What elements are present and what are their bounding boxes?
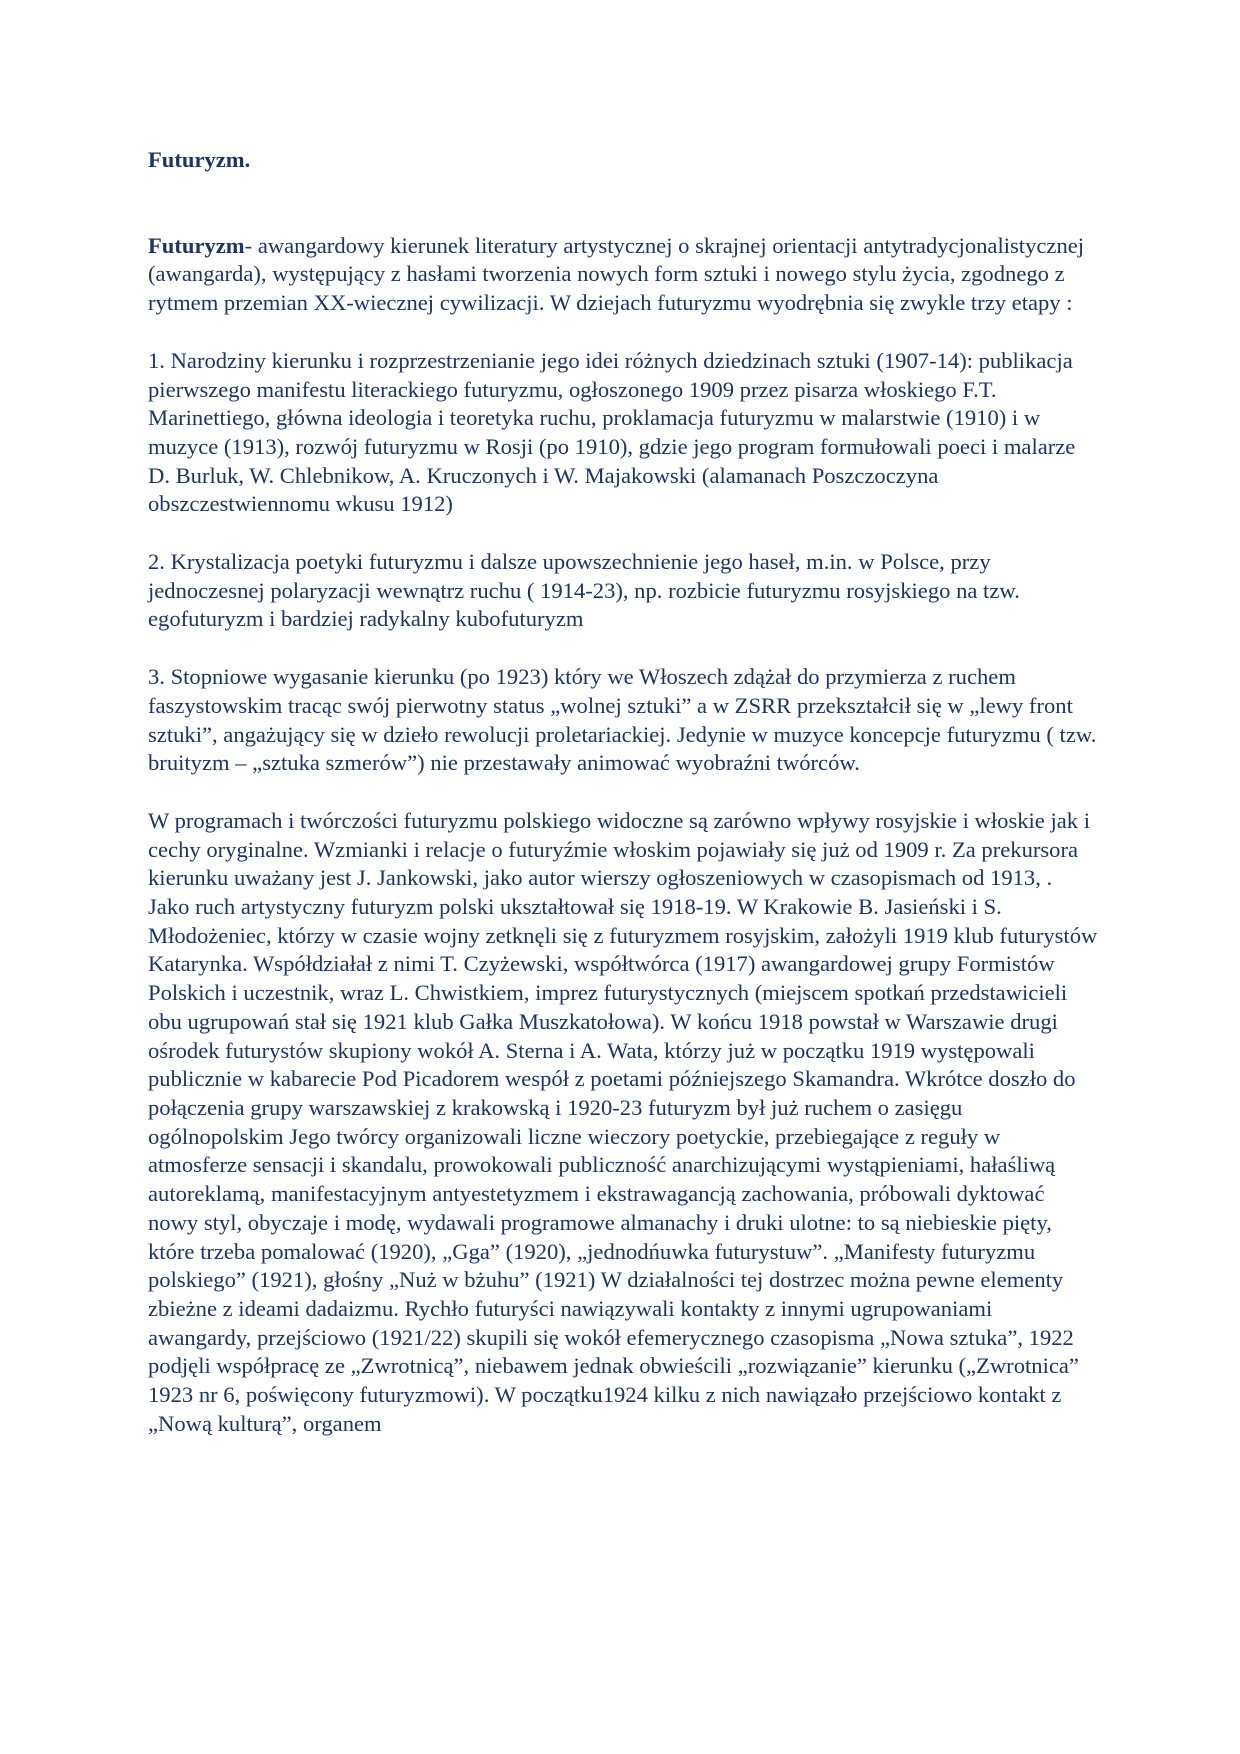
spacer [148,175,1098,232]
document-page [148,146,1098,1438]
stage-3-paragraph: 3. Stopniowe wygasanie kierunku (po 1923) który we Włoszech zdążał do przymierza z ruchem faszystowskim tracąc swój pierwotny status „wolnej sztuki” a w ZSRR przekształcił się w „lewy front sztuki”, angażujący się w dzieło rewolucji proletariackiej. Jedynie w muzyce koncepcje futuryzmu ( tzw. bruityzm – „sztuka szmerów”) nie przestawały animować wyobraźni twórców. [148,664,1097,776]
spacer [148,519,1098,548]
intro-paragraph [148,232,1098,318]
document-title: Futuryzm. [148,147,251,172]
intro-term: Futuryzm [148,232,245,258]
stage-2-paragraph: 2. Krystalizacja poetyki futuryzmu i dalsze upowszechnienie jego haseł, m.in. w Polsce, przy jednoczesnej polaryzacji wewnątrz ruchu ( 1914-23), np. rozbicie futuryzmu rosyjskiego na tzw. egofuturyzm i bardziej radykalny kubofuturyzm [148,549,1020,632]
intro-text: - awangardowy kierunek literatury artystycznej o skrajnej orientacji antytradycjonalistycznej (awangarda), występujący z hasłami tworzenia nowych form sztuki i nowego stylu życia, zgodnego z rytmem przemian XX-wiecznej cywilizacji. W dziejach futuryzmu wyodrębnia się zwykle trzy etapy : [148,232,1085,316]
spacer [148,634,1098,663]
stage-1-paragraph: 1. Narodziny kierunku i rozprzestrzenianie jego idei różnych dziedzinach sztuki (1907-14): publikacja pierwszego manifestu literackiego futuryzmu, ogłoszonego 1909 przez pisarza włoskiego F.T. Marinettiego, główna ideologia i teoretyka ruchu, proklamacja futuryzmu w malarstwie (1910) i w muzyce (1913), rozwój futuryzmu w Rosji (po 1910), gdzie jego program formułowali poeci i malarze D. Burluk, W. Chlebnikow, A. Kruczonych i W. Majakowski (alamanach Poszczoczyna obszczestwiennomu wkusu 1912) [148,347,1076,517]
spacer [148,318,1098,347]
spacer [148,778,1098,807]
polish-futurism-paragraph: W programach i twórczości futuryzmu polskiego widoczne są zarówno wpływy rosyjskie i włoskie jak i cechy oryginalne. Wzmianki i relacje o futuryźmie włoskim pojawiały się już od 1909 r. Za prekursora kierunku uważany jest J. Jankowski, jako autor wierszy ogłoszeniowych w czasopismach od 1913, . Jako ruch artystyczny futuryzm polski ukształtował się 1918-19. W Krakowie B. Jasieński i S. Młodożeniec, którzy w czasie wojny zetknęli się z futuryzmem rosyjskim, założyli 1919 klub futurystów Katarynka. Współdziałał z nimi T. Czyżewski, współtwórca (1917) awangardowej grupy Formistów Polskich i uczestnik, wraz L. Chwistkiem, imprez futurystycznych (miejscem spotkań przedstawicieli obu ugrupowań stał się 1921 klub Gałka Muszkatołowa). W końcu 1918 powstał w Warszawie drugi ośrodek futurystów skupiony wokół A. Sterna i A. Wata, którzy już w początku 1919 występowali publicznie w kabarecie Pod Picadorem wespół z poetami późniejszego Skamandra. Wkrótce doszło do połączenia grupy warszawskiej z krakowską i 1920-23 futuryzm był już ruchem o zasięgu ogólnopolskim Jego twórcy organizowali liczne wieczory poetyckie, przebiegające z reguły w atmosferze sensacji i skandalu, prowokowali publiczność anarchizującymi wystąpieniami, hałaśliwą autoreklamą, manifestacyjnym antyestetyzmem i ekstrawagancją zachowania, próbowali dyktować nowy styl, obyczaje i modę, wydawali programowe almanachy i druki ulotne: to są niebieskie pięty, które trzeba pomalować (1920), „Gga” (1920), „jednodńuwka futurystuw”. „Manifesty futuryzmu polskiego” (1921), głośny „Nuż w bżuhu” (1921) W działalności tej dostrzec można pewne elementy zbieżne z ideami dadaizmu. Rychło futuryści nawiązywali kontakty z innymi ugrupowaniami awangardy, przejściowo (1921/22) skupili się wokół efemerycznego czasopisma „Nowa sztuka”, 1922 podjęli współpracę ze „Zwrotnicą”, niebawem jednak obwieścili „rozwiązanie” kierunku („Zwrotnica” 1923 nr 6, poświęcony futuryzmowi). W początku1924 kilku z nich nawiązało przejściowo kontakt z „Nową kulturą”, organem [148,807,1098,1436]
